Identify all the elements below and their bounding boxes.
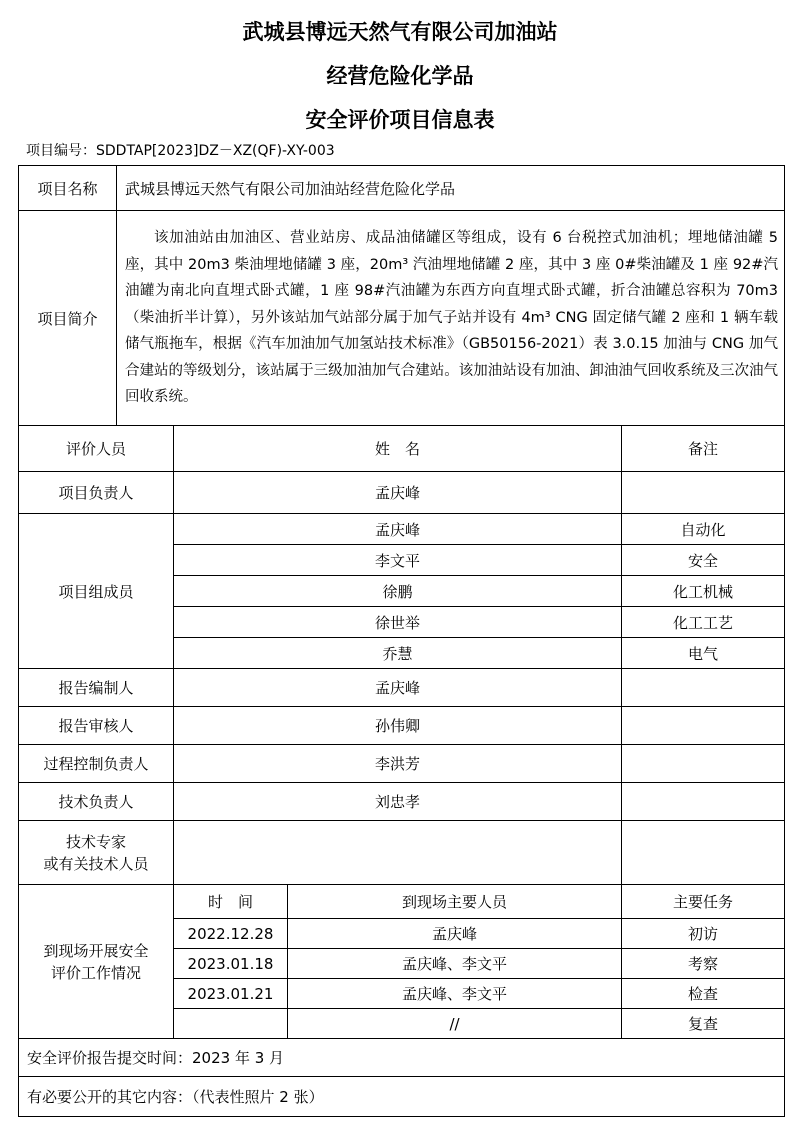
site-time (174, 1009, 288, 1039)
project-name-label: 项目名称 (19, 166, 117, 211)
member-name: 徐鹏 (174, 576, 622, 607)
expert-name (174, 821, 622, 885)
site-time: 2023.01.18 (174, 949, 288, 979)
other-content: 有必要公开的其它内容：（代表性照片 2 张） (19, 1077, 785, 1117)
process-name: 李洪芳 (174, 745, 622, 783)
document-title-line3: 安全评价项目信息表 (305, 108, 495, 132)
member-name: 孟庆峰 (174, 514, 622, 545)
project-name-value: 武城县博远天然气有限公司加油站经营危险化学品 (117, 166, 785, 211)
project-code: 项目编号：SDDTAP[2023]DZ－XZ(QF)-XY-003 (26, 143, 335, 159)
site-time: 2023.01.21 (174, 979, 288, 1009)
site-task: 复查 (622, 1009, 785, 1039)
process-row (19, 745, 785, 783)
site-time: 2022.12.28 (174, 919, 288, 949)
expert-note (622, 821, 785, 885)
site-people: 孟庆峰、李文平 (288, 949, 622, 979)
header-name: 姓 名 (174, 426, 622, 472)
reviewer-row (19, 707, 785, 745)
project-intro-row (19, 211, 785, 426)
member-note: 自动化 (622, 514, 785, 545)
header-note: 备注 (622, 426, 785, 472)
tech-label: 技术负责人 (19, 783, 174, 821)
tech-row (19, 783, 785, 821)
member-note: 化工机械 (622, 576, 785, 607)
members-label: 项目组成员 (19, 514, 174, 669)
personnel-header-row (19, 426, 785, 472)
site-task: 检查 (622, 979, 785, 1009)
reviewer-label: 报告审核人 (19, 707, 174, 745)
site-header-row (19, 885, 785, 919)
compiler-row (19, 669, 785, 707)
expert-label (19, 821, 174, 885)
site-people: // (288, 1009, 622, 1039)
site-work-label-line1: 到现场开展安全 (43, 941, 149, 960)
submit-time-row (19, 1039, 785, 1077)
project-name-row (19, 166, 785, 211)
reviewer-name: 孙伟卿 (174, 707, 622, 745)
member-note: 化工工艺 (622, 607, 785, 638)
process-note (622, 745, 785, 783)
site-task: 考察 (622, 949, 785, 979)
tech-name: 刘忠孝 (174, 783, 622, 821)
leader-name: 孟庆峰 (174, 472, 622, 514)
site-work-label-line2: 评价工作情况 (50, 963, 141, 982)
header-role: 评价人员 (19, 426, 174, 472)
document-title-line2: 经营危险化学品 (326, 64, 474, 88)
site-work-label (19, 885, 174, 1039)
member-note: 安全 (622, 545, 785, 576)
member-name: 徐世举 (174, 607, 622, 638)
leader-label: 项目负责人 (19, 472, 174, 514)
site-people: 孟庆峰 (288, 919, 622, 949)
tech-note (622, 783, 785, 821)
compiler-label: 报告编制人 (19, 669, 174, 707)
member-name: 乔慧 (174, 638, 622, 669)
expert-row (19, 821, 785, 885)
member-row (19, 514, 785, 545)
site-header-time: 时 间 (174, 885, 288, 919)
submit-time: 安全评价报告提交时间：2023 年 3 月 (19, 1039, 785, 1077)
process-label: 过程控制负责人 (19, 745, 174, 783)
reviewer-note (622, 707, 785, 745)
other-content-row (19, 1077, 785, 1117)
site-people: 孟庆峰、李文平 (288, 979, 622, 1009)
compiler-note (622, 669, 785, 707)
compiler-name: 孟庆峰 (174, 669, 622, 707)
expert-label-line2: 或有关技术人员 (43, 854, 149, 873)
info-table (18, 165, 785, 1117)
site-task: 初访 (622, 919, 785, 949)
member-note: 电气 (622, 638, 785, 669)
expert-label-line1: 技术专家 (65, 832, 126, 851)
site-header-task: 主要任务 (622, 885, 785, 919)
document-title-line1: 武城县博远天然气有限公司加油站 (242, 20, 558, 44)
member-name: 李文平 (174, 545, 622, 576)
project-intro-label: 项目简介 (19, 211, 117, 426)
leader-note (622, 472, 785, 514)
project-intro-text: 该加油站由加油区、营业站房、成品油储罐区等组成，设有 6 台税控式加油机；埋地储油罐 5 座，其中 20m3 柴油埋地储罐 3 座，20m³ 汽油埋地储罐 2 座，其中 3 座 0#柴油罐及 1 座 92#汽油罐为南北向直埋式卧式罐，1 座 98#汽油罐为东西方向直埋式卧式罐，折合油罐总容积为 70m3（柴油折半计算），另外该站加气站部分属于加气子站并设有 4m³ CNG 固定储气罐 2 座和 1 辆车载储气瓶拖车，根据《汽车加油加气加氢站技术标准》（GB50156-2021）表 3.0.15 加油与 CNG 加气合建站的等级划分，该站属于三级加油加气合建站。该加油站设有加油、卸油油气回收系统及三次油气回收系统。 (117, 211, 785, 426)
leader-row (19, 472, 785, 514)
site-header-people: 到现场主要人员 (288, 885, 622, 919)
